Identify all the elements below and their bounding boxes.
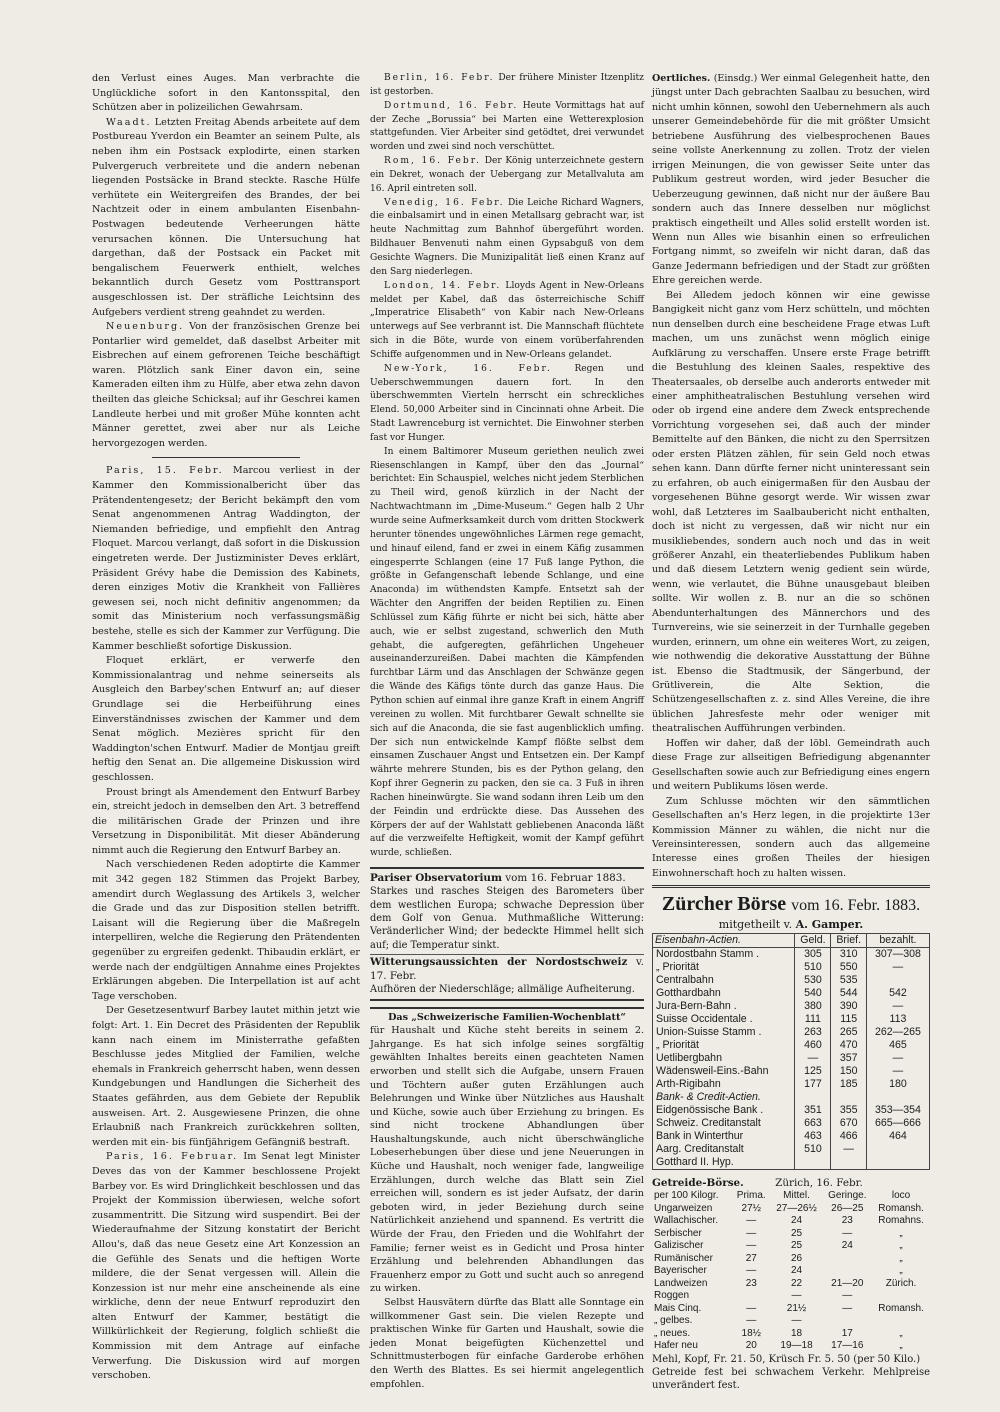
table-row	[653, 1013, 930, 1026]
article-oertliches	[652, 72, 930, 289]
article-london	[370, 280, 644, 363]
table-cell: 18½	[741, 1327, 761, 1339]
observatory-text: Starkes und rasches Steigen des Barometers über dem westlichen Europa; schwache Depression über dem Golf von Genua. Muthmaßliche Witterung: Veränderlicher Wind; der bedeckte Himmel hellt sich auf; die Temperatur sinkt.	[370, 886, 644, 951]
grain-place: Zürich, 16. Febr.	[775, 1176, 863, 1189]
table-cell: —	[746, 1215, 757, 1227]
grain-title: Getreide-Börse.	[652, 1176, 744, 1189]
table-cell: 115	[831, 1013, 866, 1026]
table-cell: „	[899, 1265, 903, 1277]
article-berlin	[370, 72, 644, 100]
table-cell	[866, 1091, 929, 1104]
table-cell: 26—25	[831, 1202, 864, 1214]
table-cell: „	[899, 1340, 903, 1352]
article-text: Heute Vormittags hat auf der Zeche „Borussia“ bei Marten eine Wetterexplosion stattgefunden. Vier Arbeiter sind getödtet, drei verwundet worden und zwei sind noch verschüttet.	[370, 100, 644, 153]
dateline: Dortmund, 16. Febr.	[384, 100, 519, 111]
article-text: Lloyds Agent in New-Orleans meldet per Kabel, daß das österreichische Schiff „Imperatrice Elisabeth“ von Kabir nach New-Orleans unterwegs auf See verbrannt ist. Die Mannschaft flüchtete sich in die Böte, wurde von einem vorüberfahrenden Schiffe aufgenommen und in New-Orleans gelandet.	[370, 280, 644, 360]
ad-text-2: Selbst Hausvätern dürfte das Blatt alle Sonntage ein willkommener Gast sein. Die vielen Rezepte und praktischen Winke für Garten und Haushalt, sowie die jeden Monat beigefügten Küchenzettel und Schnittmusterbogen für einfache Garderobe erhöhen den Werth des Blattes. Es sei hiermit angelegentlich empfohlen.	[370, 1297, 644, 1390]
table-row	[652, 1215, 930, 1228]
table-cell: „ Priorität	[653, 961, 795, 974]
table-row	[652, 1228, 930, 1241]
section-title: Oertliches.	[652, 73, 711, 84]
table-cell: 21—20	[831, 1277, 864, 1289]
grain-header-row	[652, 1190, 930, 1203]
stock-header: bezahlt.	[866, 933, 929, 947]
table-cell: 460	[795, 1039, 831, 1052]
table-row	[653, 1130, 930, 1143]
table-cell: —	[866, 961, 929, 974]
table-cell: „ neues.	[654, 1327, 691, 1339]
article-text: Zum Schlusse möchten wir den sämmtlichen Gesellschaften an's Herz legen, in die projektirte 13er Kommission Männer zu wählen, die nicht nur die Vereinsinteressen, sondern auch das allgemeine Interesse eines großen Theiles der hiesigen Einwohnerschaft hoch zu halten wissen.	[652, 795, 930, 879]
article-dortmund	[370, 100, 644, 155]
observatory-title: Pariser Observatorium	[370, 872, 502, 885]
table-cell: Bayerischer	[654, 1265, 707, 1277]
table-cell: —	[866, 1052, 929, 1065]
table-cell: 510	[795, 961, 831, 974]
table-cell: 263	[795, 1026, 831, 1039]
stock-body	[653, 947, 930, 1169]
table-row	[653, 974, 930, 987]
table-cell: Romansh.	[878, 1302, 924, 1314]
table-cell	[866, 974, 929, 987]
grain-note: Getreide fest bei schwachem Verkehr. Mehlpreise unverändert fest.	[652, 1366, 930, 1391]
table-cell: „	[899, 1227, 903, 1239]
article-text: Die Leiche Richard Wagners, die einbalsamirt und in einen Metallsarg gebracht war, ist heute Nachmittag zum Bahnhof übergeführt worden. Bildhauer Benvenuti nahm einen Gypsabguß von dem Gesichte Wagners. Die Munizipalität ließ einen Kranz auf den Sarg niederlegen.	[370, 197, 644, 277]
table-cell: —	[866, 1065, 929, 1078]
dateline: Rom, 16. Febr.	[384, 156, 481, 167]
table-cell: 18	[790, 1327, 803, 1339]
article-text: Von der französischen Grenze bei Pontarlier wird gemeldet, daß daselbst Arbeiter mit Eisbrechen auf einem gefrorenen Teiche beschäftigt waren. Plötzlich sank Einer davon ein, seine Kameraden eilten ihm zu Hülfe, aber etwa zehn davon theilten das gleiche Schicksal; auf ihr Geschrei kamen Landleute herbei und mit großer Mühe konnten acht Männer gerettet, zwei aber nur als Leiche hervorgezogen werden.	[92, 321, 360, 449]
table-section-row	[653, 1091, 930, 1104]
table-cell: 23	[841, 1215, 853, 1227]
table-cell: 535	[831, 974, 866, 987]
table-cell: Hafer neu	[654, 1340, 698, 1352]
dateline: Venedig, 16. Febr.	[384, 197, 505, 208]
table-cell	[823, 1265, 872, 1278]
table-row	[653, 1052, 930, 1065]
article-text: Hoffen wir daher, daß der löbl. Gemeindrath auch diese Frage zur allseitigen Befriedigung abgenannter Gesellschaften sowie auch zur Befriedigung eines engern und weitern Publikums lösen werde.	[652, 737, 930, 793]
table-cell: 177	[795, 1078, 831, 1091]
table-cell: 310	[831, 947, 866, 961]
table-cell: 465	[866, 1039, 929, 1052]
table-cell	[823, 1253, 872, 1266]
table-cell: Wädensweil-Eins.-Bahn	[653, 1065, 795, 1078]
table-cell: 24	[841, 1240, 853, 1252]
table-row	[653, 1039, 930, 1052]
grain-heading	[652, 1176, 930, 1190]
article-text: Der Gesetzesentwurf Barbey lautet mithin jetzt wie folgt: Art. 1. Ein Decret des Präsidenten der Republik kann nach einem im Ministerrathe gefaßten Beschlusse jedes Mitglied der Familien, welche ehemals in Frankreich geherrscht haben, wenn dessen Kundgebungen und Handlungen die Sicherheit des Staates gefährden, aus dem Gebiete der Republik ausweisen. Art. 2. Ausgewiesene Prinzen, die ohne Erlaubniß nach Frankreich zurückkehren sollten, werden mit ein- bis fünfjährigem Gefängniß bestraft.	[92, 1005, 360, 1148]
observatory-box	[370, 867, 644, 1000]
table-cell: 665—666	[866, 1117, 929, 1130]
table-cell	[866, 1156, 929, 1170]
table-cell	[795, 1091, 831, 1104]
table-cell: Bank in Winterthur	[653, 1130, 795, 1143]
table-cell: 27—26½	[776, 1202, 817, 1214]
table-cell: Suisse Occidentale .	[653, 1013, 795, 1026]
dateline: Paris, 15. Febr.	[106, 465, 224, 477]
table-cell: Rumänischer	[654, 1252, 713, 1264]
stock-header-row	[653, 933, 930, 947]
table-cell	[866, 1143, 929, 1156]
table-cell: 470	[831, 1039, 866, 1052]
table-cell: 265	[831, 1026, 866, 1039]
table-cell: 27½	[741, 1202, 761, 1214]
table-cell: 125	[795, 1065, 831, 1078]
table-row	[652, 1253, 930, 1266]
section-label: Bank- & Credit-Actien.	[653, 1091, 795, 1104]
article-new-york	[370, 363, 644, 446]
table-row	[652, 1290, 930, 1303]
table-cell	[732, 1290, 770, 1303]
grain-header: Mittel.	[783, 1190, 810, 1202]
table-cell: Mais Cinq.	[654, 1302, 702, 1314]
table-cell: Romahns.	[878, 1215, 924, 1227]
table-cell: „ gelbes.	[654, 1315, 693, 1327]
table-row	[653, 961, 930, 974]
table-cell	[831, 1156, 866, 1170]
table-cell: 17—16	[831, 1340, 864, 1352]
table-cell: 21½	[786, 1302, 807, 1314]
table-cell: Centralbahn	[653, 974, 795, 987]
table-cell: 355	[831, 1104, 866, 1117]
article-rom	[370, 155, 644, 197]
table-row	[652, 1265, 930, 1278]
table-row	[653, 1078, 930, 1091]
table-cell: 19—18	[780, 1340, 813, 1352]
bourse-credit-name: A. Gamper.	[795, 918, 864, 932]
divider	[152, 457, 300, 458]
observatory-heading	[370, 871, 644, 885]
table-row	[652, 1303, 930, 1316]
table-cell: —	[842, 1302, 853, 1314]
table-cell	[872, 1290, 930, 1303]
table-cell: Eidgenössische Bank .	[653, 1104, 795, 1117]
table-row	[652, 1328, 930, 1341]
table-cell: 540	[795, 987, 831, 1000]
table-cell: 25	[790, 1240, 803, 1252]
table-cell: 113	[866, 1013, 929, 1026]
table-row	[652, 1203, 930, 1216]
article-text: Bei Alledem jedoch können wir eine gewisse Bangigkeit nicht ganz vom Herz schütteln, und möchten nun denselben durch eine bescheidene Frage etwas Luft machen, um uns zunächst wenn möglich einige Aufklärung zu verschaffen. Unsere erste Frage betrifft die Bestuhlung des kleinen Saales, respektive des Theatersaales, ob derselbe auch anderorts entweder mit einer amphitheatralischen Bestuhlung versehen wird oder ob irgend eine andere dem Zweck entsprechende Vorrichtung vorgesehen sei, daß auch der minder Bemittelte auf den Bänken, die nicht zu den Sperrsitzen oder ersten Plätzen zählen, für sein Geld noch etwas sehen kann. Dann dürfte ferner nicht uninteressant sein zu erfahren, ob auch einigermaßen für den Ausbau der vorgesehenen Bühne gesorgt werde. Wir wissen zwar wohl, daß Letzteres im Saalbaubericht nicht enthalten, doch ist nicht zu vergessen, daß wir nicht nur ein musikliebendes, sondern auch noch und das in weit größerer Anzahl, ein theaterliebendes Publikum haben und daß diesem Letztern wenig gedient sein würde, wenn, wie verlautet, die Bühne unausgebaut bleiben sollte. Wir wollen z. B. nur an die so schönen Abendunterhaltungen des Männerchors und des Turnvereins, wie sie seinerzeit in der Turnhalle gegeben wurden, erinnern, um ohne ein weiteres Wort, zu zeigen, wie nothwendig die dekorative Ausstattung der Bühne ist. Ebenso die Stadtmusik, der Sängerbund, der Grütliverein, die Alte Sektion, die Schützengesellschaften z. z. sind Alles Vereine, die ihre üblichen Jahresfeste mehr oder weniger mit theatralischen Aufführungen verbinden.	[652, 289, 930, 735]
table-cell: 305	[795, 947, 831, 961]
grain-table	[652, 1190, 930, 1353]
divider	[652, 885, 930, 888]
weather-forecast	[370, 954, 644, 983]
column-1	[92, 72, 360, 1384]
table-row	[653, 1065, 930, 1078]
table-cell: 185	[831, 1078, 866, 1091]
table-row	[653, 1143, 930, 1156]
dateline: Neuenburg.	[106, 321, 185, 333]
table-cell: 530	[795, 974, 831, 987]
table-row	[652, 1340, 930, 1353]
table-cell: 24	[790, 1265, 803, 1277]
article-neuenburg	[92, 320, 360, 451]
article-waadt	[92, 116, 360, 320]
table-cell: „	[899, 1252, 903, 1264]
stock-header: Geld.	[795, 933, 831, 947]
table-cell: 307—308	[866, 947, 929, 961]
bourse-date: vom 16. Febr. 1883.	[791, 897, 921, 915]
dateline: New-York, 16. Febr.	[384, 363, 552, 374]
table-cell: —	[746, 1240, 757, 1252]
weather-text: Aufhören der Niederschläge; allmälige Aufheiterung.	[370, 984, 635, 996]
stock-table	[652, 933, 930, 1170]
table-cell: 544	[831, 987, 866, 1000]
advertisement-wochenblatt	[370, 1007, 644, 1392]
table-cell: Zürich.	[885, 1277, 917, 1289]
dateline: Paris, 16. Februar.	[106, 1151, 239, 1163]
table-cell	[831, 1091, 866, 1104]
article-text: den Verlust eines Auges. Man verbrachte die Unglückliche sofort in den Kantonsspital, den Schützen aber in polizeilichen Gewahrsam.	[92, 73, 360, 114]
table-cell: —	[746, 1265, 757, 1277]
bourse-title	[652, 892, 930, 918]
table-cell: 25	[790, 1227, 803, 1239]
stock-header: Eisenbahn-Actien.	[653, 933, 795, 947]
table-cell	[823, 1315, 872, 1328]
table-cell: —	[746, 1302, 757, 1314]
table-cell: —	[842, 1227, 853, 1239]
article-text: Im Senat legt Minister Deves das von der Kammer beschlossene Projekt Barbey vor. Es wird Dringlichkeit beschlossen und das Projekt der Kommission überwiesen, welche sofort zusammentritt. Die Sitzung wird suspendirt. Bei der Wiederaufnahme der Sitzung konstatirt der Bericht Allou's, daß das neue Gesetz eine Art Konzession an die Gefühle des Senats und die heftigen Worte mildere, die der Senat vergessen will. Allein die Konzession ist nur mehr eine anscheinende als eine wirkliche, denn der neue Entwurf reproduzirt den alten Entwurf der Kammer, bestätigt die Willkürlichkeit der Regierung, folglich schließt die Kommission mit dem Antrage auf einfache Verwerfung. Die Diskussion wird auf morgen verschoben.	[92, 1151, 360, 1382]
table-cell: „	[899, 1240, 903, 1252]
table-cell: 27	[745, 1252, 757, 1264]
ad-text: für Haushalt und Küche steht bereits in seinem 2. Jahrgange. Es hat sich infolge seines sorgfältig gewählten Inhaltes bereits einen geachteten Namen erworben und stellt sich die Aufgabe, unsern Frauen und Töchtern außer guten Erzählungen auch Belehrungen und Winke über Nützliches aus Haushalt und Küche, sowie auch über Erziehung zu bringen. Es sind nicht trockene Abhandlungen über Haushaltungskunde, auch nicht überschwängliche Lobeserhebungen über diese und jene Neuerungen in Küche und Haushalt, noch weniger fade, langweilige Erzählungen, durch welche das Blatt sein Ziel erreichen will, sondern es ist jeder Aufsatz, der darin geboten wird, in jeder Beziehung durch seine Natürlichkeit anziehend und spannend. Es vertritt die Würde der Frau, den Frieden und die Wohlfahrt der Familie; ferner weist es in Gedicht und Prosa hinter Erzählung und belehrenden Abhandlungen das Frauenherz empor zu Gott und sucht auch so anregend zu wirken.	[370, 1025, 644, 1295]
table-cell: 510	[795, 1143, 831, 1156]
table-row	[653, 1117, 930, 1130]
table-row	[653, 1104, 930, 1117]
dateline: Waadt.	[106, 116, 152, 128]
table-cell: Schweiz. Creditanstalt	[653, 1117, 795, 1130]
table-cell: 111	[795, 1013, 831, 1026]
table-cell: 663	[795, 1117, 831, 1130]
article-text: Nach verschiedenen Reden adoptirte die Kammer mit 342 gegen 182 Stimmen das Projekt Barbey, amendirt durch Weglassung des Artikels 3, welcher die Grade und das zur Disposition stellen betrifft. Laisant will die Regierung über die Maßregeln interpelliren, welche die Regierung den Prätendenten gegenüber zu ergreifen gedenkt. Thibaudin erklärt, er werde nach der endgültigen Annahme eines Projektes Erklärungen abgeben. Die Interpellation ist auf acht Tage verschoben.	[92, 859, 360, 1002]
article-text: Regen und Ueberschwemmungen dauern fort. In den überschwemmten Vierteln herrscht ein schreckliches Elend. 50,000 Arbeiter sind in Cincinnati ohne Arbeit. Die Stadt Lawrenceburg ist vernichtet. Die Einwohner sterben fast vor Hunger.	[370, 363, 644, 443]
table-cell: Roggen	[654, 1290, 690, 1302]
table-cell: 262—265	[866, 1026, 929, 1039]
table-cell: Nordostbahn Stamm .	[653, 947, 795, 961]
table-cell: 20	[745, 1340, 757, 1352]
table-cell: —	[866, 1000, 929, 1013]
table-cell: 466	[831, 1130, 866, 1143]
table-cell: 353—354	[866, 1104, 929, 1117]
article-baltimore: In einem Baltimorer Museum geriethen neulich zwei Riesenschlangen in Kampf, über den das „Journal“ berichtet: Ein Schauspiel, welches nicht jedem Sterblichen zu Theil wird, genoß kürzlich in der Nacht der Nachtwachtmann im „Dime-Museum.“ Gegen halb 2 Uhr wurde seine Aufmerksamkeit durch vom dritten Stockwerk herunter tönendes ungewöhnliches Lärmen rege gemacht, und hinauf eilend, fand er zwei in einem Käfig zusammen eingesperrte Schlangen (eine 17 Fuß lange Python, die größte in Gefangenschaft lebende Schlange, und eine Anaconda) im wüthendsten Kampfe. Entsetzt sah der Wächter den Angriffen der beiden Reptilien zu. Einen Schlüssel zum Käfig führte er nicht bei sich, hätte aber auch, wie er selbst zugestand, schwerlich den Muth gehabt, die aufgeregten, gefährlichen Ungeheuer auseinanderzureißen. Dabei machten die Kämpfenden furchtbar Lärm und das Anschlagen der Schwänze gegen die Wände des Käfigs tönte durch das ganze Haus. Die Python schien auf einmal ihre ganze Kraft in einem Angriff vereinen zu wollen. Mit furchtbarer Gewalt schnellte sie sich auf die Anaconda, die sie fast augenblicklich umfing. Der sich nun entwickelnde Kampf flößte selbst dem einsamen Zuschauer Angst und Entsetzen ein. Der Kampf währte mehrere Stunden, bis es der Python gelang, den Kopf ihrer Gegnerin zu packen, den sie ca. 3 Fuß in ihren Rachen hineinwürgte. Sie wand sodann ihren Leib um den der Feindin und erdrückte diese. Das Aussehen des Körpers der auf der Wahlstatt gebliebenen Anaconda läßt auf die verzweifelte Heftigkeit, womit der Kampf geführt wurde, schließen.	[370, 446, 644, 859]
grain-header: Geringe.	[828, 1190, 867, 1202]
table-cell: Aarg. Creditanstalt	[653, 1143, 795, 1156]
table-cell: —	[791, 1290, 802, 1302]
ad-title: Das „Schweizerische Familien-Wochenblatt“	[388, 1011, 626, 1023]
table-cell: 26	[790, 1252, 803, 1264]
article-text: Der frühere Minister Itzenplitz ist gestorben.	[370, 73, 644, 97]
stock-header: Brief.	[831, 933, 866, 947]
section-tag: (Einsdg.)	[713, 73, 758, 84]
table-row	[652, 1315, 930, 1328]
dateline: Berlin, 16. Febr.	[384, 73, 495, 83]
table-cell: 24	[790, 1215, 803, 1227]
table-cell: —	[746, 1315, 757, 1327]
grain-body	[652, 1203, 930, 1353]
bourse-credit-pre: mitgetheilt v.	[718, 918, 793, 932]
table-cell: 542	[866, 987, 929, 1000]
article-venedig	[370, 197, 644, 280]
table-row	[653, 1156, 930, 1170]
table-cell: —	[746, 1227, 757, 1239]
table-cell: 180	[866, 1078, 929, 1091]
table-cell: 550	[831, 961, 866, 974]
grain-note: Mehl, Kopf, Fr. 21. 50, Krüsch Fr. 5. 50 (per 50 Kilo.)	[652, 1353, 921, 1365]
table-cell: Romansh.	[878, 1202, 924, 1214]
table-cell: 23	[745, 1277, 757, 1289]
table-cell: —	[791, 1315, 802, 1327]
table-cell: —	[831, 1143, 866, 1156]
table-cell: Serbischer	[654, 1227, 702, 1239]
article-text: Der König unterzeichnete gestern ein Dekret, wonach der Uebergang zur Metallvaluta am 16. April eintreten soll.	[370, 156, 644, 194]
weather-title: Witterungsaussichten der Nordostschweiz	[370, 956, 628, 969]
dateline: London, 14. Febr.	[384, 280, 502, 291]
table-cell: 390	[831, 1000, 866, 1013]
article-text: Wer einmal Gelegenheit hatte, den jüngst unter Dach gebrachten Saalbau zu besuchen, wird nicht umhin können, sowohl den Uebernehmern als auch unserer Gemeindebehörde für die mit größter Umsicht betriebene Ausführung des vielbesprochenen Baues seine vollste Anerkennung zu zollen. Trotz der vielen irrigen Meinungen, die von gewisser Seite unter das Publikum gestreut worden, wird jeder Besucher die Ueberzeugung gewinnen, daß nicht nur der äußere Bau sondern auch das Innere desselben nur möglichst praktisch eingetheilt und Alles solid erstellt worden ist. Wenn nun Alles wie bisanhin einen so erfreulichen Fortgang nimmt, so zweifeln wir nicht daran, daß das Ganze Jedermann befriedigen und der Stadt zur größten Ehre gereichen werde.	[652, 73, 930, 287]
table-cell	[795, 1156, 831, 1170]
article-paris-16	[92, 1150, 360, 1384]
table-row	[653, 1026, 930, 1039]
table-cell: 463	[795, 1130, 831, 1143]
table-row	[653, 1000, 930, 1013]
table-row	[653, 987, 930, 1000]
table-row	[652, 1240, 930, 1253]
table-cell: Ungarweizen	[654, 1202, 713, 1214]
grain-header: Prima.	[736, 1190, 766, 1202]
table-cell: „	[899, 1327, 903, 1339]
observatory-date: vom 16. Februar 1883.	[505, 872, 626, 885]
table-cell: 22	[790, 1277, 803, 1289]
table-cell: —	[842, 1290, 853, 1302]
table-cell: 670	[831, 1117, 866, 1130]
article-text: Floquet erklärt, er verwerfe den Kommissionalantrag und nehme seinerseits als Ausgleich den Barbey'schen Entwurf an; auf dieser Grundlage sei die Herbeiführung eines Einverständnisses zwischen der Kammer und dem Senat möglich. Mezières spricht für den Waddington'schen Entwurf. Madier de Montjau greift heftig den Senat an. Die allgemeine Diskussion wird geschlossen.	[92, 655, 360, 783]
table-cell: —	[795, 1052, 831, 1065]
bourse-credit	[652, 918, 930, 932]
table-cell: Jura-Bern-Bahn .	[653, 1000, 795, 1013]
table-cell: 17	[841, 1327, 853, 1339]
article-text: Letzten Freitag Abends arbeitete auf dem Postbureau Yverdon ein Beamter an seinem Pulte, als neben ihm ein Postsack explodirte, einen starken Pulvergeruch verbreitete und die andern nebenan liegenden Postsäcke in Brand steckte. Rasche Hülfe verhütete ein Weitergreifen des Brandes, der bei Nachtzeit oder in einem ambulanten Eisenbahn-Postwagen bedeutende Verheerungen hätte verursachen können. Die Untersuchung hat dargethan, daß der Postsack ein Packet mit bengalischem Feuerwerk enthielt, welches bekanntlich durch Gesetz vom Posttransport ausgeschlossen ist. Der sträfliche Leichtsinn des Aufgebers verdient streng geahndet zu werden.	[92, 116, 360, 318]
weather-date: v. 17. Febr.	[370, 956, 644, 983]
table-cell: Gotthardbahn	[653, 987, 795, 1000]
table-cell: „ Priorität	[653, 1039, 795, 1052]
table-cell: Arth-Rigibahn	[653, 1078, 795, 1091]
article-paris-15	[92, 464, 360, 654]
table-cell: 464	[866, 1130, 929, 1143]
table-cell	[872, 1315, 930, 1328]
grain-header: loco	[891, 1190, 911, 1202]
table-cell: Gotthard II. Hyp.	[653, 1156, 795, 1170]
grain-header: per 100 Kilogr.	[654, 1190, 719, 1202]
table-cell: Wallachischer.	[654, 1215, 719, 1227]
table-cell: 351	[795, 1104, 831, 1117]
table-cell: 150	[831, 1065, 866, 1078]
table-cell: Union-Suisse Stamm .	[653, 1026, 795, 1039]
table-row	[652, 1278, 930, 1291]
table-cell: 380	[795, 1000, 831, 1013]
column-3	[652, 72, 930, 1392]
column-2	[370, 72, 644, 1391]
article-text: Proust bringt als Amendement den Entwurf Barbey ein, streicht jedoch in demselben den Art. 3 betreffend die militärischen Grade der Prinzen und ihre Versetzung in Disponibilität. Mit dieser Abänderung nimmt auch die Regierung den Entwurf Barbey an.	[92, 786, 360, 856]
table-row	[653, 947, 930, 961]
article-text: Marcou verliest in der Kammer den Kommissionalbericht über das Prätendentengesetz; der Bericht bekämpft den vom Senat angenommenen Antrag Waddington, der Niemanden befriedige, und empfiehlt den Antrag Floquet. Marcou verlangt, daß sofort in die Diskussion eingetreten werde. Der Justizminister Deves erklärt, Präsident Grévy habe die Demission des Kabinets, deren einziges Motiv die Krankheit von Fallières gewesen sei, noch nicht definitiv angenommen; da somit das Ministerium noch verfassungsmäßig bestehe, stelle es sich der Kammer zur Verfügung. Die Kammer beschließt sofortige Diskussion.	[92, 465, 360, 652]
table-cell: Uetlibergbahn	[653, 1052, 795, 1065]
table-cell: Galizischer	[654, 1240, 704, 1252]
table-cell: Landweizen	[654, 1277, 708, 1289]
table-cell: 357	[831, 1052, 866, 1065]
bourse-name: Zürcher Börse	[661, 893, 787, 916]
